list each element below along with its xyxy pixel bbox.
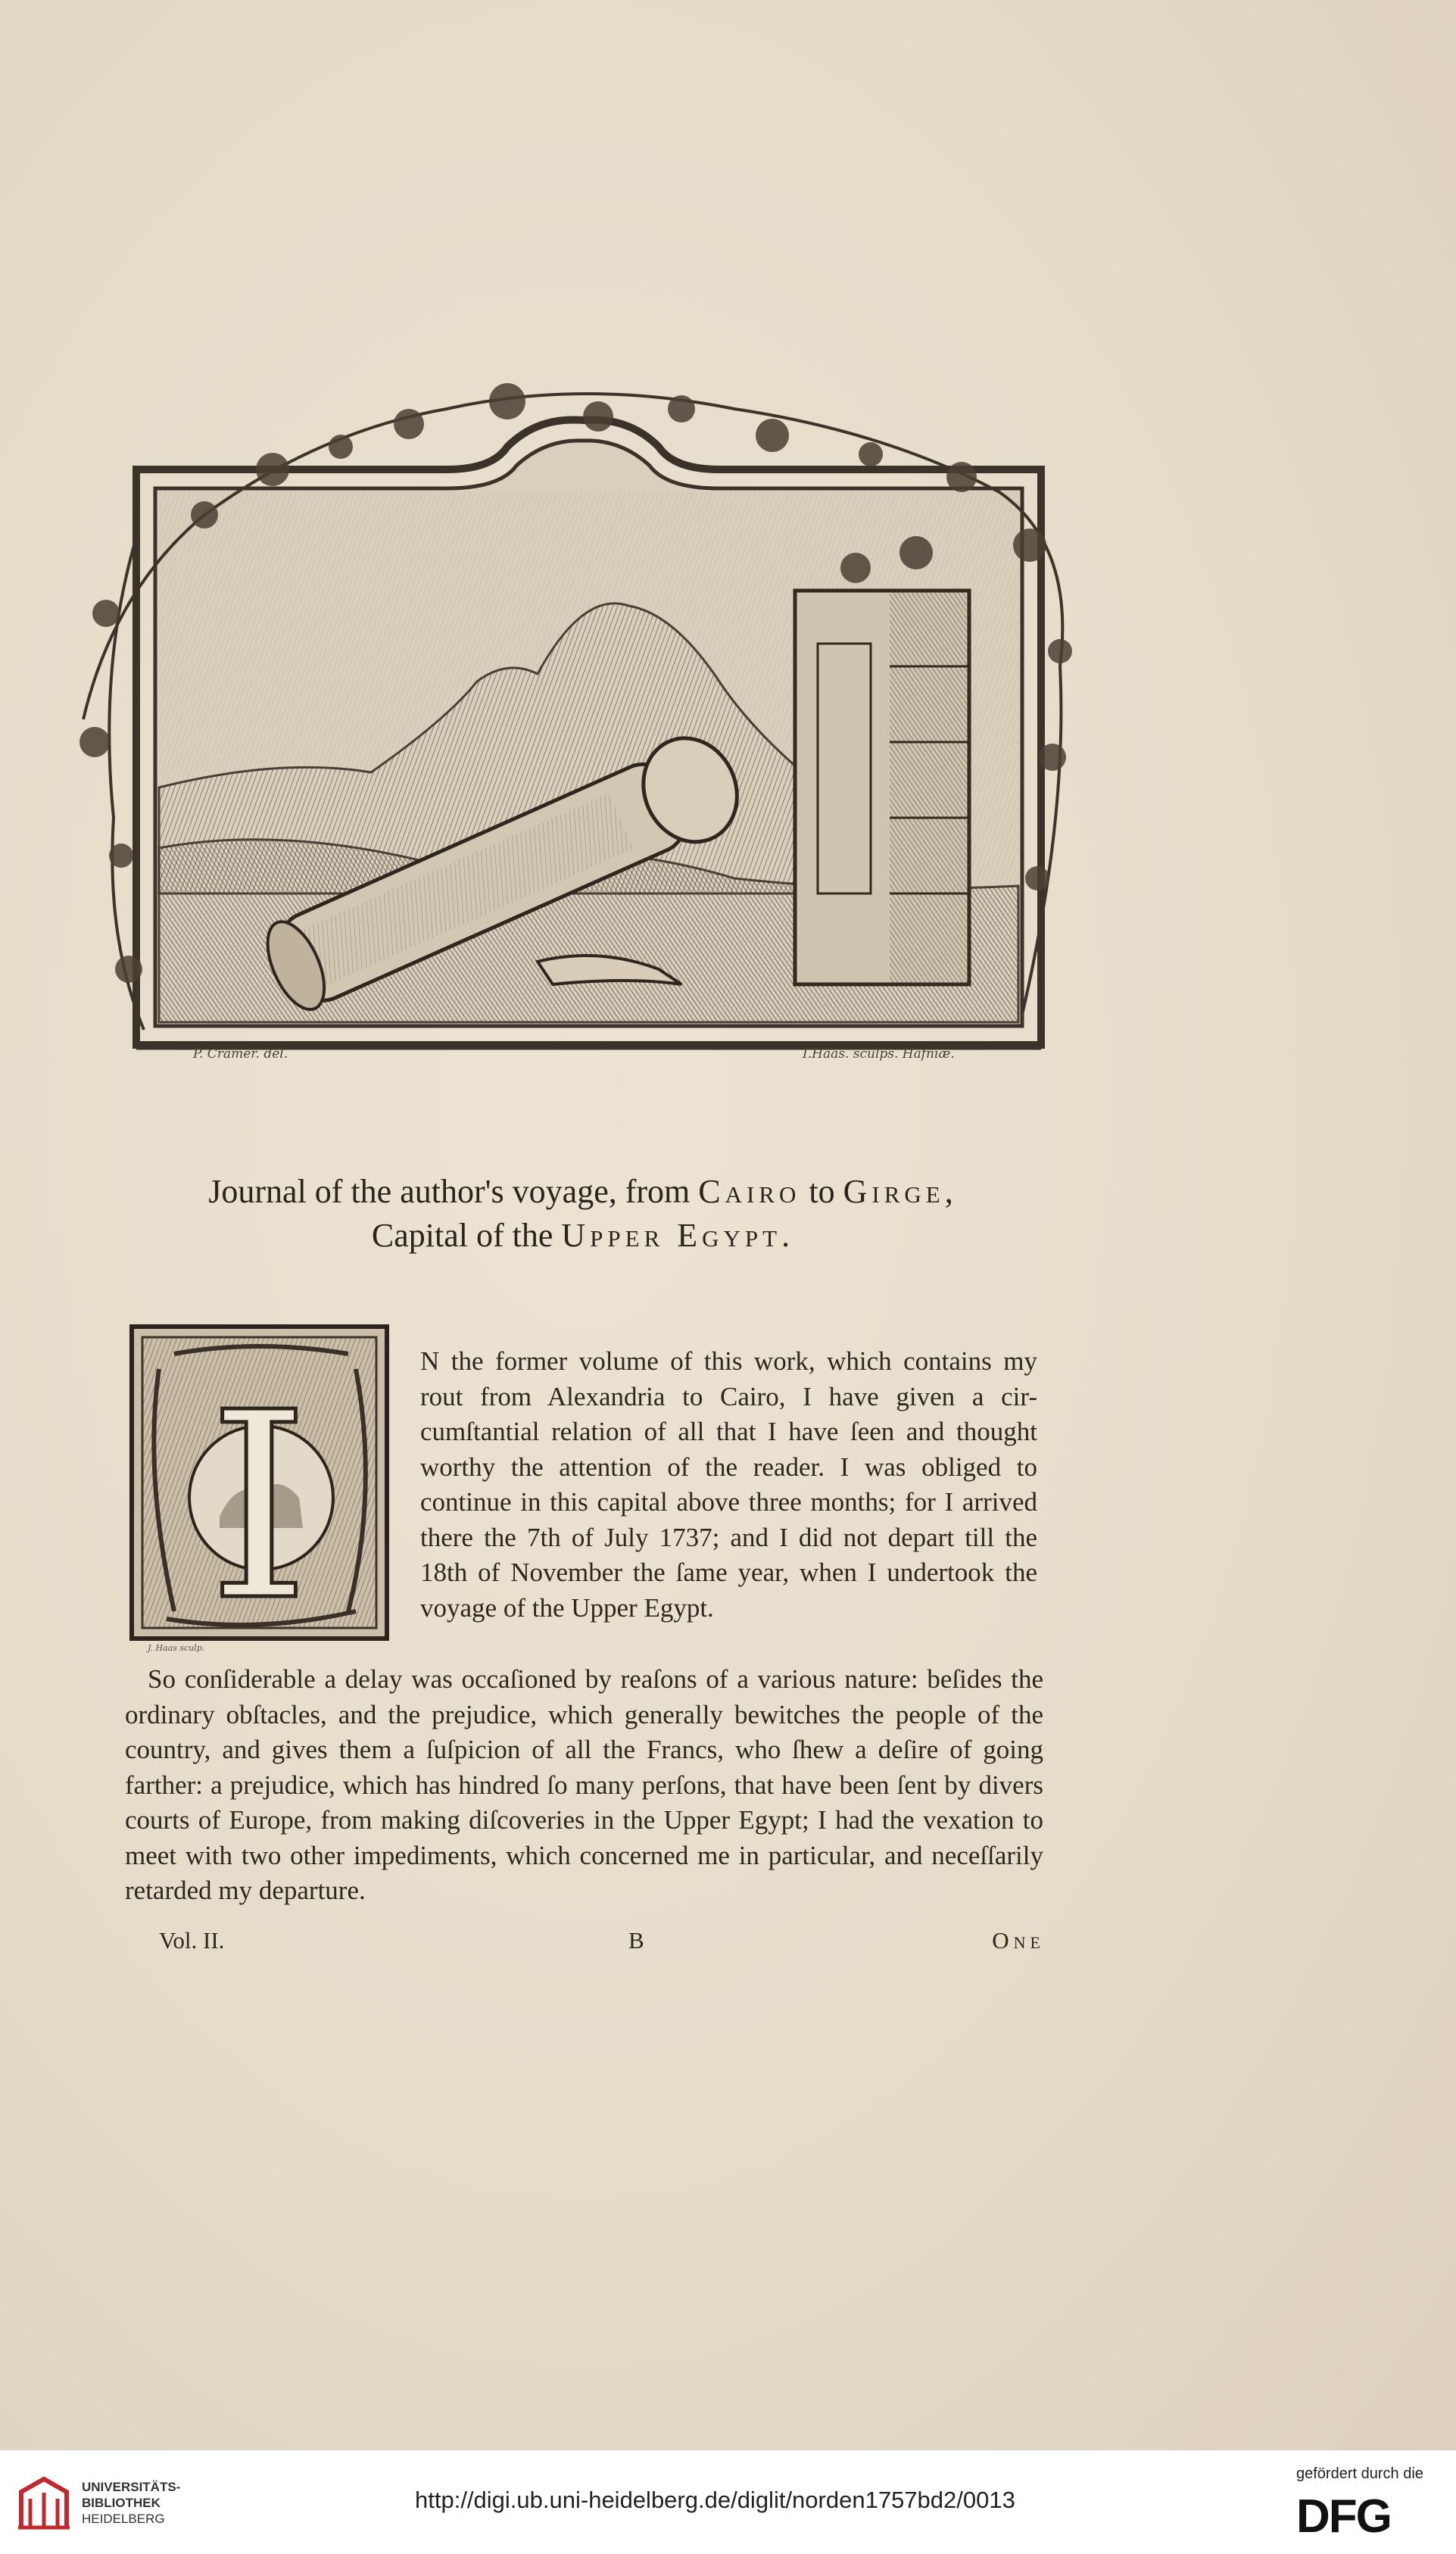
- engraving-credit-engraver: I.Haas. sculps. Hafniæ.: [803, 1046, 955, 1062]
- signature-mark: B: [628, 1927, 644, 1954]
- title-place-cairo: Cairo: [698, 1173, 801, 1210]
- volume-number: Vol. II.: [159, 1927, 225, 1954]
- library-logo-icon[interactable]: [14, 2473, 74, 2534]
- initial-letter: I: [207, 1358, 310, 1642]
- viewer-footer-bar: [0, 2450, 1456, 2554]
- library-name-line-3: HEIDELBERG: [82, 2512, 165, 2526]
- page-footer: [159, 1927, 1045, 1965]
- library-name[interactable]: [82, 2479, 180, 2527]
- title-place-girge: Girge,: [843, 1173, 958, 1210]
- title-line1-prefix: Journal of the author's voyage, from: [208, 1173, 699, 1210]
- engraving-credit-drawer: P. Cramer. del.: [193, 1046, 288, 1062]
- paragraph-2: So conſiderable a delay was occaſioned by reaſons of a various nature: beſides the ordinary obſtacles, and the prejudice, which generally bewitches the people of the country, and gives them a ſuſpicion of all the Francs, who ſhew a deſire of going farther: a prejudice, which has hindred ſo many perſons, that have been ſent by divers courts of Europe, from making diſcoveries in the Upper Egypt; I had the vexation to meet with two other impediments, which concerned me in particular, and neceſſarily retarded my departure.: [125, 1664, 1043, 1905]
- title-line2-prefix: Capital of the: [371, 1217, 562, 1254]
- funding-caption: gefördert durch die: [1296, 2465, 1423, 2482]
- chapter-title-line-2: [114, 1214, 1052, 1258]
- catchword: One: [992, 1927, 1045, 1954]
- library-name-line-1: UNIVERSITÄTS-: [82, 2480, 181, 2494]
- library-name-line-2: BIBLIOTHEK: [82, 2496, 161, 2510]
- engraving-illustration: [53, 363, 1128, 1098]
- initial-credit: J. Haas sculp.: [148, 1643, 205, 1653]
- dfg-logo[interactable]: DFG: [1296, 2490, 1391, 2543]
- bleed-through-text: [318, 310, 1136, 356]
- chapter-title: [114, 1170, 1052, 1258]
- paragraph-1: N the former volume of this work, which contains my rout from Alexandria to Cairo, I have given a cir-cumſtantial relation of all that I have ſeen and thought worthy the attention of the reader. I was obliged to continue in this capital above three months; for I arrived there the 7th of July 1737; and I did not depart till the 18th of November the ſame year, when I undertook the voyage of the Upper Egypt.: [420, 1346, 1037, 1623]
- permalink-url[interactable]: http://digi.ub.uni-heidelberg.de/diglit/norden1757bd2/0013: [415, 2487, 1015, 2513]
- decorated-initial: [129, 1324, 390, 1642]
- title-place-upper-egypt: Upper Egypt.: [561, 1217, 795, 1254]
- chapter-title-line-1: [114, 1170, 1052, 1214]
- title-line1-mid: to: [800, 1173, 843, 1210]
